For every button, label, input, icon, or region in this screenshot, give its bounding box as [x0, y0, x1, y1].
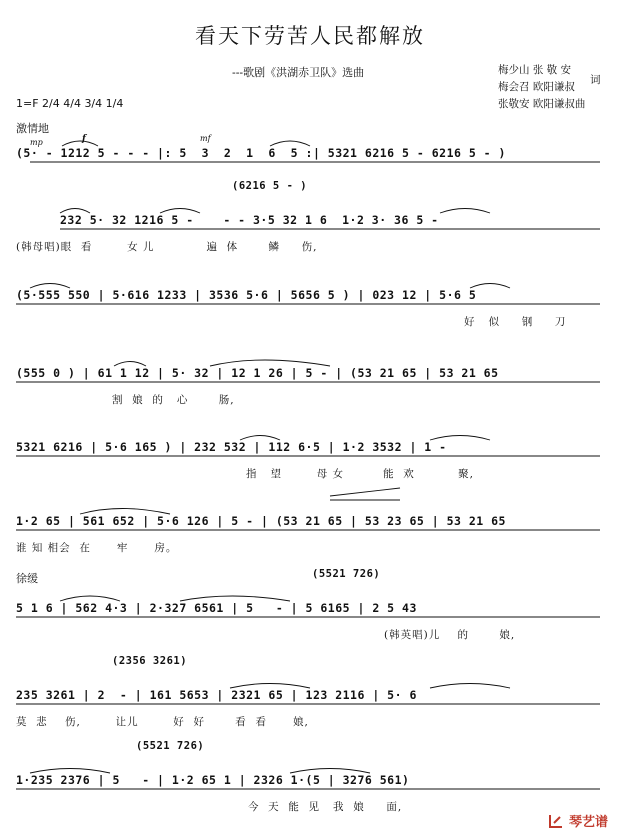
- system-9-sub: (5521 726): [136, 740, 205, 752]
- music-logo-icon: [547, 813, 565, 829]
- system-9-music: 1·235 2376 | 5 - | 1·2 65 1 | 2326 1·(5 | 3276 561): [16, 773, 410, 787]
- system-7-music: 5 1 6 | 562 4·3 | 2·327 6561 | 5 - | 5 6165 | 2 5 43: [16, 601, 417, 615]
- system-8-lyrics: 莫 悲 伤, 让儿 好 好 看 看 娘,: [16, 716, 309, 728]
- score-credits: [498, 62, 601, 113]
- lyrics-label: 词: [590, 74, 601, 86]
- system-2-music: 232 5· 32 1216 5 - - - 3·5 32 1 6 1·2 3· 36 5 -: [60, 213, 439, 227]
- system-4-lyrics: 割 娘 的 心 肠,: [112, 394, 235, 406]
- system-5-music: 5321 6216 | 5·6 165 ) | 232 532 | 112 6·5 | 1·2 3532 | 1 -: [16, 440, 447, 454]
- composers-line: 张敬安 欧阳谦叔曲: [498, 98, 586, 110]
- system-6-lyrics: 谁 知 相会 在 牢 房。: [16, 542, 178, 554]
- system-5-lyrics: 指 望 母 女 能 欢 聚,: [246, 468, 474, 480]
- system-2-lyrics: (韩母唱)眼 看 女 儿 遍 体 鳞 伤,: [16, 241, 318, 253]
- dynamic-mp: mp: [30, 138, 43, 147]
- system-8-sub: (2356 3261): [112, 655, 188, 667]
- lyricists-line-2: 梅会召 欧阳谦叔: [498, 81, 575, 93]
- watermark-text: 琴艺谱: [568, 815, 608, 830]
- system-1-sub: (6216 5 - ): [232, 180, 308, 192]
- system-7-sub: (5521 726): [312, 568, 381, 580]
- score-title: 看天下劳苦人民都解放: [195, 24, 425, 48]
- tempo-marking: 激情地: [16, 122, 49, 135]
- system-6-music: 1·2 65 | 561 652 | 5·6 126 | 5 - | (53 21 65 | 53 23 65 | 53 21 65: [16, 514, 506, 528]
- tempo-marking-2: 徐缓: [16, 572, 38, 585]
- system-3-music: (5·555 550 | 5·616 1233 | 3536 5·6 | 5656 5 ) | 023 12 | 5·6 5: [16, 288, 477, 302]
- system-3-lyrics: 好 似 钢 刀: [464, 316, 567, 328]
- lyricists-line-1: 梅少山 张 敬 安: [498, 64, 572, 76]
- system-1-music: (5· - 1212 5 - - - |: 5 3 2 1 6 5 :| 5321 6216 5 - 6216 5 - ): [16, 146, 506, 160]
- key-signature: 1=F 2/4 4/4 3/4 1/4: [16, 97, 124, 110]
- system-4-music: (555 0 ) | 61 1 12 | 5· 32 | 12 1 26 | 5 - | (53 21 65 | 53 21 65: [16, 366, 499, 380]
- score-subtitle: ---歌剧《洪湖赤卫队》选曲: [232, 66, 365, 79]
- watermark-logo: [547, 811, 608, 830]
- system-9-lyrics: 今 天 能 见 我 娘 面,: [248, 801, 403, 813]
- dynamic-mf: mf: [200, 134, 211, 143]
- system-7-lyrics: (韩英唱)儿 的 娘,: [384, 629, 516, 641]
- dynamic-f: f: [82, 134, 86, 144]
- system-8-music: 235 3261 | 2 - | 161 5653 | 2321 65 | 123 2116 | 5· 6: [16, 688, 417, 702]
